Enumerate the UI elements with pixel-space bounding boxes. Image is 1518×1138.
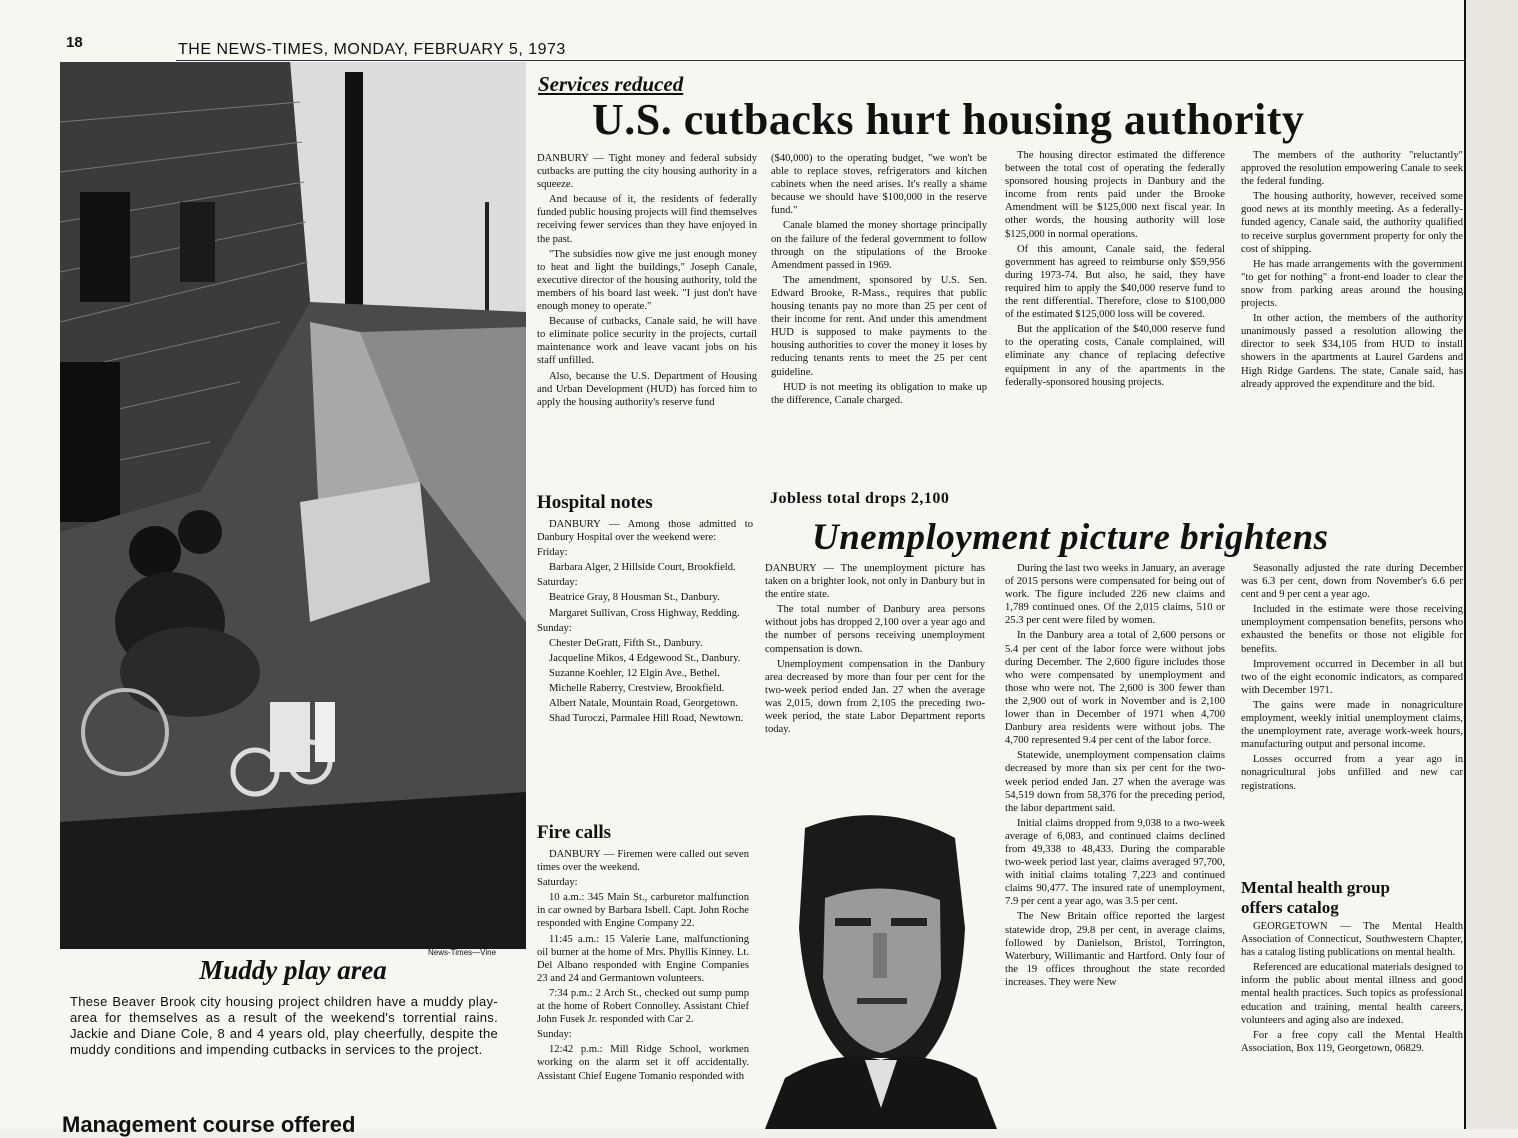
paragraph: Referenced are educational materials designed to inform the public about mental illness and good mental health practices. Such topics as professional education and training, mental health careers, volunteers and aging also are indexed. [1241,962,1463,1026]
paragraph: The amendment, sponsored by U.S. Sen. Edward Brooke, R-Mass., requires that public housing tenants pay no more than 25 per cent of their income for rent. And under this amendment HUD is supposed to make payments to the housing authorities to cover the money it loses by reducing tenants rents to meet the 25 per cent guideline. [771,274,987,378]
paragraph: He has made arrangements with the government "to get for nothing" a front-end loader to clear the snow from parking areas around the housing projects. [1241,258,1463,310]
paragraph: 7:34 p.m.: 2 Arch St., checked out sump pump at the home of Robert Connolley. Assistant Chief John Fusek Jr. responded with Car 2. [537,987,749,1026]
muddy-play-area-photo [60,62,526,949]
paragraph: And because of it, the residents of federally funded public housing projects will find themselves receiving fewer services than they have enjoyed in the past. [537,194,757,245]
housing-column-3 [1005,149,1225,391]
housing-column-1 [537,152,757,411]
paragraph: HUD is not meeting its obligation to make up the difference, Canale charged. [771,381,987,406]
paragraph: Statewide, unemployment compensation claims decreased by more than six per cent for the two-week period ended Jan. 27 when the average was 54,519 down from 58,376 for the preceding period, the labor department said. [1005,750,1225,814]
mental-health-title-line-1: Mental health group [1241,878,1390,897]
paragraph: Of this amount, Canale said, the federal government has agreed to reimburse only $59,956 during 1973-74. But also, he said, they have required him to apply the $40,000 reserve fund to the rent differential. Therefore, close to $100,000 of the estimated $125,000 loss will be covered. [1005,243,1225,321]
paragraph: Included in the estimate were those receiving unemployment compensation benefits, persons who exhausted the benefits or those not eligible for benefits. [1241,604,1463,655]
paragraph: Improvement occurred in December in all but two of the eight economic indicators, as compared with December 1971. [1241,658,1463,696]
management-course-headline: Management course offered [62,1112,356,1137]
paragraph: The total number of Danbury area persons without jobs has dropped 2,100 over a year ago and the number of persons receiving unemployment compensation is down. [765,604,985,655]
page-number: 18 [66,34,83,51]
paragraph: The gains were made in nonagriculture employment, weekly initial unemployment claims, the unemployment rate, average work-week hours, manufacturing output and personal income. [1241,699,1463,751]
paragraph: Initial claims dropped from 9,038 to a two-week average of 6,083, and continued claims declined from 49,338 to 48,433. During the comparable two-week period last year, claims averaged 97,700, with initial claims totaling 7,223 and continued claims 90,477. The insured rate of unemployment, 7.9 per cent a year ago, was 3.5 per cent. [1005,817,1225,908]
list-item: Beatrice Gray, 8 Housman St., Danbury. [549,592,720,604]
list-item: Suzanne Koehler, 12 Elgin Ave., Bethel. [549,667,720,679]
masthead-rule [176,60,1466,61]
housing-column-2 [771,152,987,409]
paragraph: Seasonally adjusted the rate during December was 6.3 per cent, down from November's 6.6 per cent and 9 per cent a year ago. [1241,563,1463,601]
paragraph: Saturday: [537,877,578,889]
paragraph: GEORGETOWN — The Mental Health Association of Connecticut, Southwestern Chapter, has a catalog listing publications on mental health. [1241,921,1463,959]
photo-credit: News-Times—Vine [428,948,497,957]
fire-calls-column [537,848,749,1085]
paragraph: ($40,000) to the operating budget, "we won't be able to replace stoves, refrigerators and kitchen cabinets when the need arises. It's really a shame because we should have $100,000 in the reserve fund." [771,153,987,217]
housing-column-4 [1241,149,1463,393]
paragraph: Sunday: [537,1029,572,1041]
paragraph: DANBURY — Among those admitted to Danbury Hospital over the weekend were: [537,519,753,544]
paragraph: In the Danbury area a total of 2,600 persons or 5.4 per cent of the labor force were without jobs during December. The 2,600 figure includes those who were compensated by unemployment and those who were not. The 2,600 is 300 fewer than the 2,900 out of work in November and is 2,100 lower than in December of 1971 when 4,700 Danbury area residents were without jobs. The 4,700 represented 9.4 per cent of the labor force. [1005,630,1225,747]
paragraph: The members of the authority "reluctantly" approved the resolution empowering Canale to seek the federal funding. [1241,150,1463,188]
photo-caption-title: Muddy play area [199,955,387,985]
list-item: Michelle Raberry, Crestview, Brookfield. [549,683,725,695]
unemployment-column-1 [765,562,985,738]
paragraph: 11:45 a.m.: 15 Valerie Lane, malfunctioning oil burner at the home of Mrs. Phyllis Kinney. Lt. Del Albano responded with Engine Companies 23 and 24 and Germantown volunteers. [537,933,749,984]
list-item: Chester DeGratt, Fifth St., Danbury. [549,637,703,649]
list-item: Barbara Alger, 2 Hillside Court, Brookfield. [549,562,736,574]
list-item: Saturday: [537,577,578,589]
paragraph: 12:42 p.m.: Mill Ridge School, workmen working on the alarm set it off accidentally. Assistant Chief Eugene Tomanio responded with [537,1044,749,1082]
list-item: Jacqueline Mikos, 4 Edgewood St., Danbury. [549,652,741,664]
photo-caption-text: These Beaver Brook city housing project children have a muddy play-area for themselves as a result of the weekend's torrential rains. Jackie and Diane Cole, 8 and 4 years old, play cheerfully, despite the muddy conditions and impending cutbacks in services to the project. [70,994,498,1057]
mental-health-title-line-2: offers catalog [1241,898,1339,917]
unemployment-column-2 [1005,562,1225,991]
unemployment-column-3 [1241,562,1463,795]
paragraph: The housing director estimated the difference between the total cost of operating the federally sponsored housing projects in Danbury and the income from rents paid under the Brooke Amendment will be $125,000 next fiscal year. In other words, the housing authority will lose $125,000 in normal operations. [1005,150,1225,240]
paragraph: The New Britain office reported the largest statewide drop, 29.8 per cent, in average claims, followed by Danielson, Bristol, Torrington, Waterbury, Willimantic and Hartford. Only four of the 19 offices throughout the state recorded increases. They were New [1005,911,1225,988]
paragraph: "The subsidies now give me just enough money to heat and light the buildings," Joseph Canale, executive director of the housing authority, told the members of his board last week. "I just don't have enough money to operate." [537,248,757,313]
housing-headline: U.S. cutbacks hurt housing authority [592,95,1305,144]
hospital-notes-title: Hospital notes [537,492,653,513]
list-item: Shad Turoczi, Parmalee Hill Road, Newtown. [549,713,744,725]
list-item: Sunday: [537,622,572,634]
hospital-notes-column [537,518,753,727]
paragraph: Unemployment compensation in the Danbury area decreased by more than four per cent for the two-week period ended Jan. 27 when the average was 2,015, down from 2,105 the preceding two-week period, the state Labor Department reports today. [765,658,985,736]
paragraph: DANBURY — Tight money and federal subsidy cutbacks are putting the city housing authority in a squeeze. [537,153,757,191]
paragraph: 10 a.m.: 345 Main St., carburetor malfunction in car owned by Barbara Isbell. Capt. John Roche responded with Engine Company 22. [537,892,749,930]
mental-health-column [1241,920,1463,1057]
list-item: Margaret Sullivan, Cross Highway, Redding. [549,607,740,619]
paragraph: During the last two weeks in January, an average of 2015 persons were compensated for being out of work. The figure included 226 new claims and 1,789 continued ones. Of the 2,015 claims, 510 or 25.3 per cent were filed by women. [1005,563,1225,627]
paragraph: Canale blamed the money shortage principally on the failure of the federal government to follow through on the stipulations of the Brooke Amendment passed in 1969. [771,220,987,271]
list-item: Albert Natale, Mountain Road, Georgetown. [549,698,738,710]
page-edge [1464,0,1518,1129]
paragraph: For a free copy call the Mental Health Association, Box 119, Georgetown, 06829. [1241,1029,1463,1054]
paragraph: Losses occurred from a year ago in nonagricultural jobs unfilled and new car registrations. [1241,754,1463,792]
paragraph: DANBURY — The unemployment picture has taken on a brighter look, not only in Danbury but in the entire state. [765,563,985,601]
housing-kicker: Services reduced [538,72,684,96]
masthead: THE NEWS-TIMES, MONDAY, FEBRUARY 5, 1973 [178,41,566,58]
paragraph: But the application of the $40,000 reserve fund to the operating costs, Canale complained, will eliminate any chance of replacing defective equipment in any of the apartments in the federally-sponsored housing projects. [1005,324,1225,388]
paragraph: The housing authority, however, received some good news at its monthly meeting. As a federally-funded agency, Canale said, the authority qualified to receive surplus government property for only the cost of shipping. [1241,191,1463,255]
unemployment-kicker: Jobless total drops 2,100 [770,490,950,507]
list-item: Friday: [537,547,568,559]
paragraph: Because of cutbacks, Canale said, he will have to eliminate police security in the projects, curtail maintenance work and leave vacant jobs on his staff unfilled. [537,316,757,367]
portrait-photo [765,808,997,1129]
paragraph: Also, because the U.S. Department of Housing and Urban Development (HUD) has forced him to apply the housing authority's reserve fund [537,370,757,408]
paragraph: DANBURY — Firemen were called out seven times over the weekend. [537,849,749,874]
unemployment-headline: Unemployment picture brightens [812,517,1329,558]
paragraph: In other action, the members of the authority unanimously passed a resolution allowing the director to seek $34,105 from HUD to install showers in the apartments at Laurel Gardens and High Ridge Gardens. The state, Canale said, has already approved the expenditure and the bid. [1241,313,1463,390]
fire-calls-title: Fire calls [537,822,612,843]
